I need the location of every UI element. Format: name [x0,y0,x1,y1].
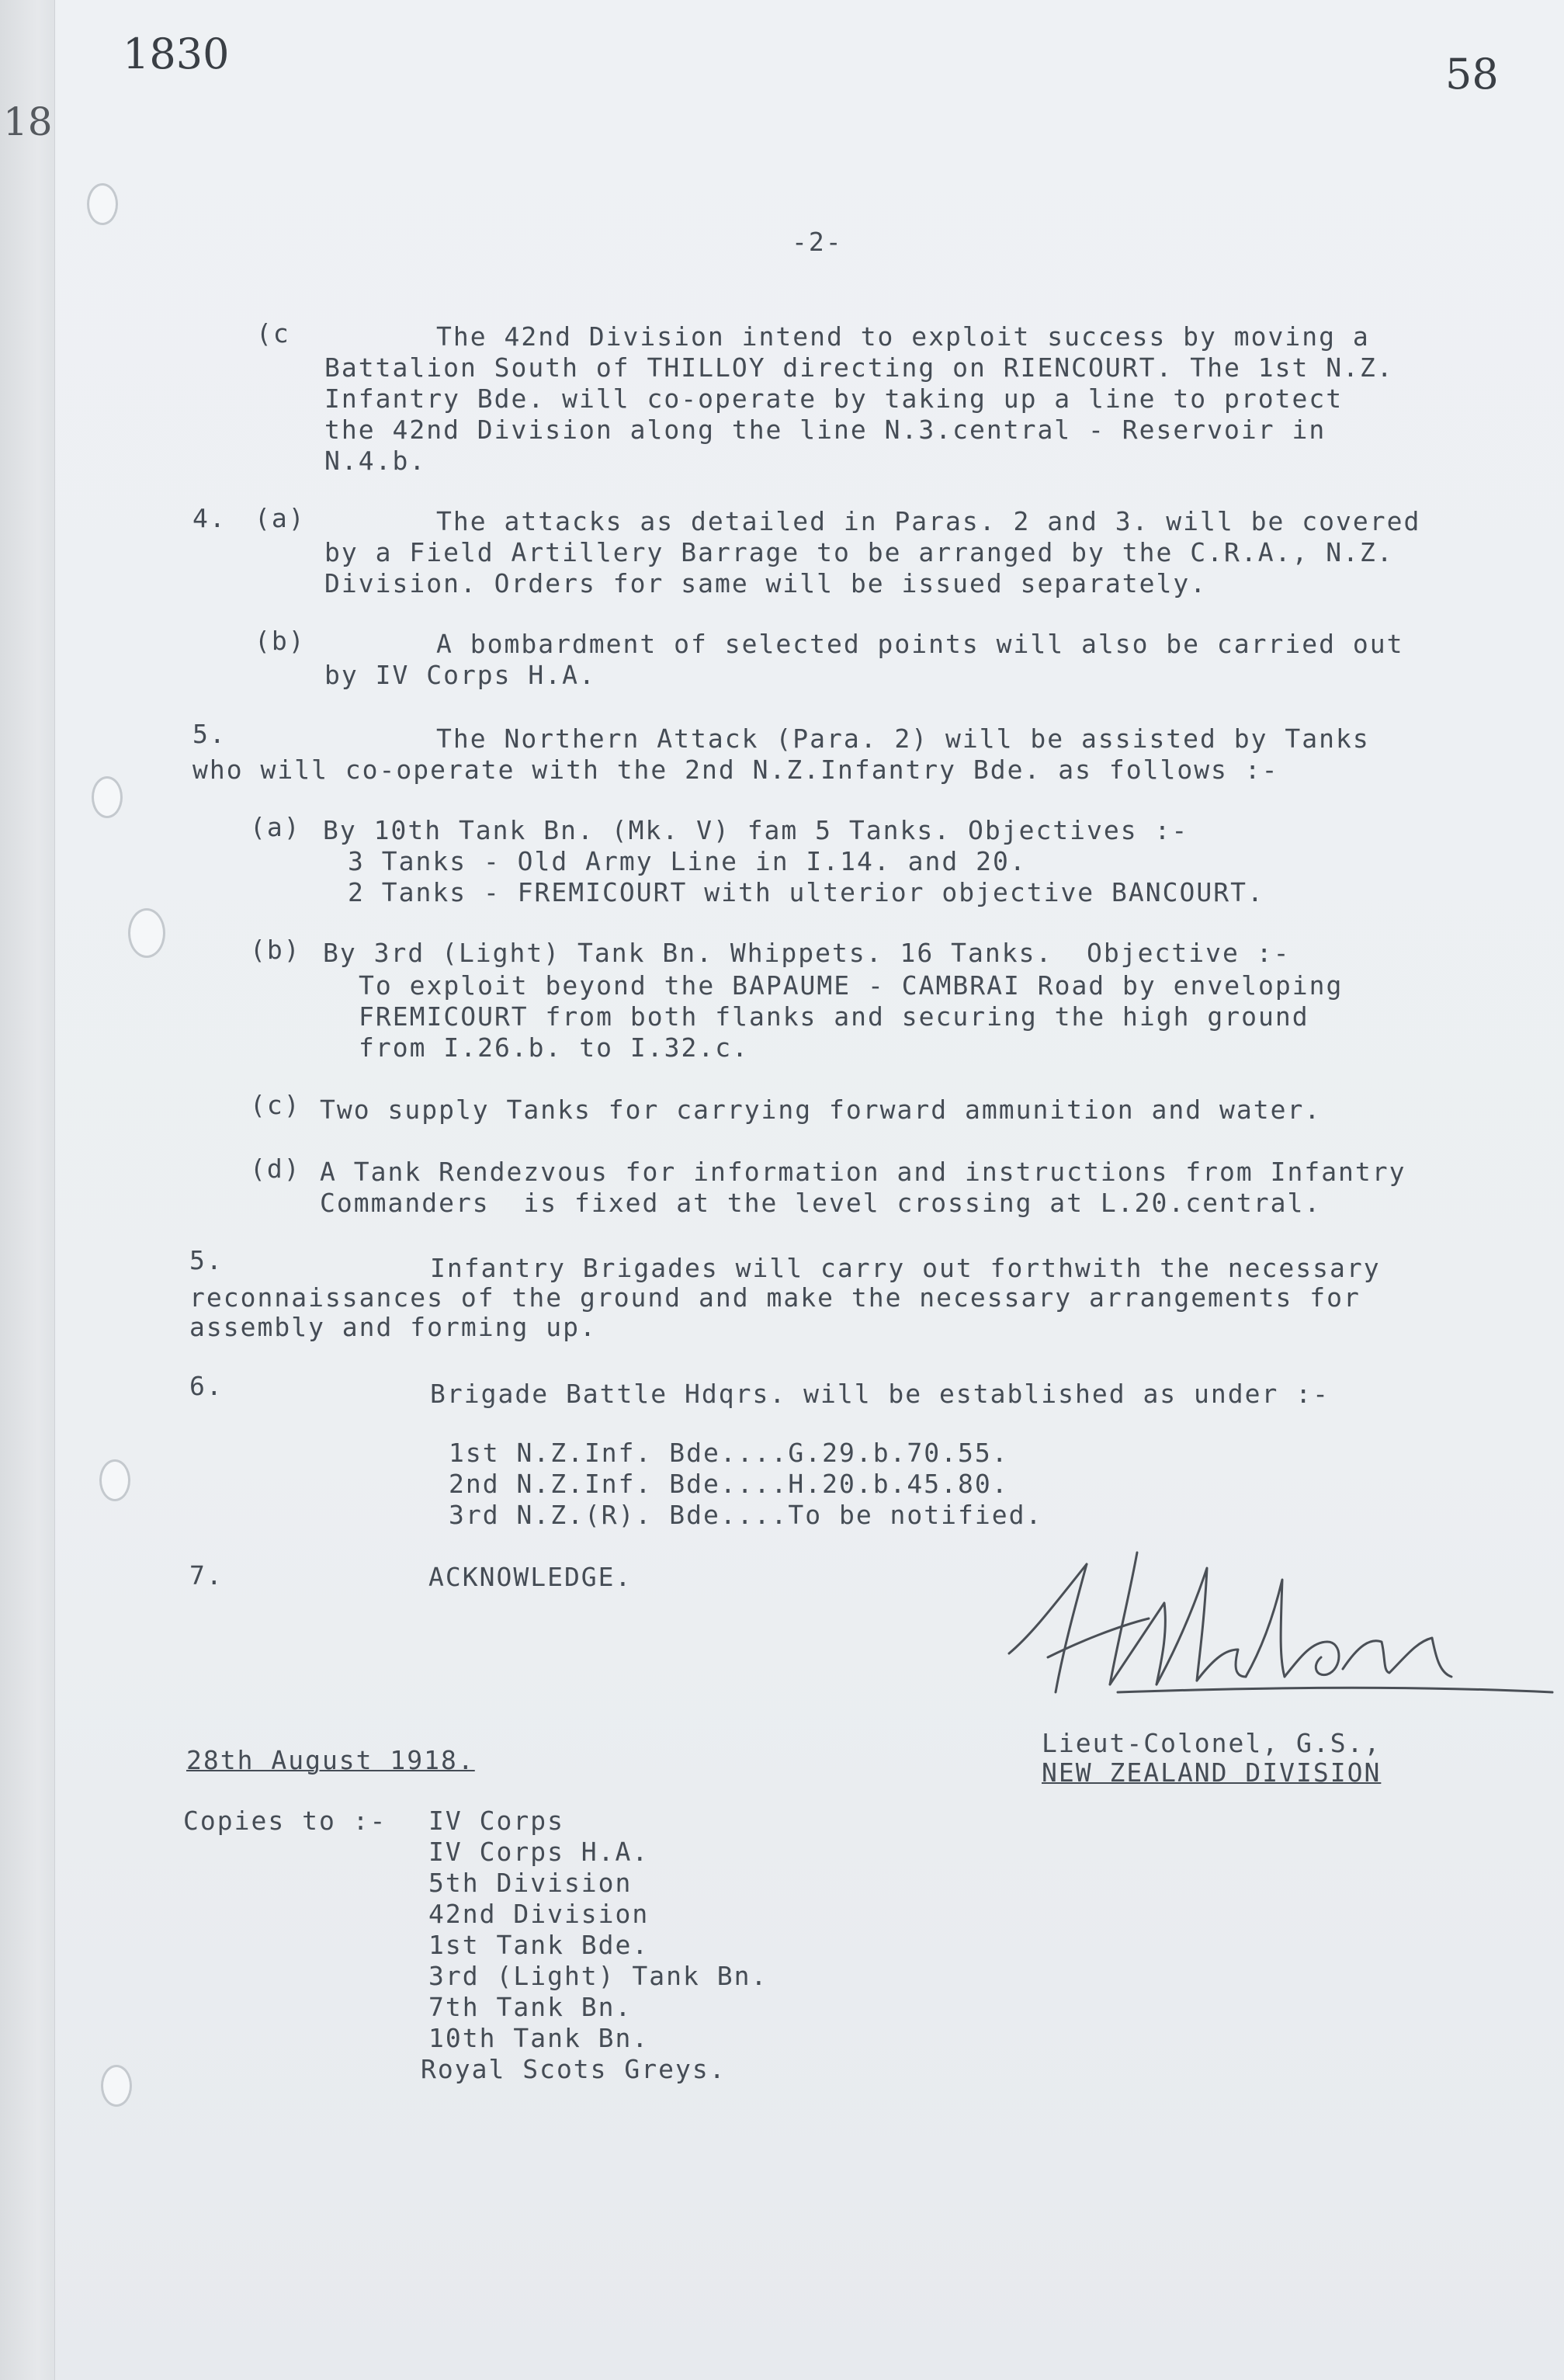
para-5c-label: (c) [250,1090,301,1120]
copy-recipient: 10th Tank Bn. [428,2023,650,2053]
punch-hole [128,908,165,958]
para-4a-line: The attacks as detailed in Paras. 2 and 3. will be covered [436,506,1421,536]
para-c-line: Battalion South of THILLOY directing on RIENCOURT. The 1st N.Z. [324,352,1394,383]
para-5b-line: To exploit beyond the BAPAUME - CAMBRAI Road by enveloping [359,970,1344,1001]
para-c-line: the 42nd Division along the line N.3.central - Reservoir in [324,415,1326,445]
copy-recipient: 42nd Division [428,1899,650,1929]
para-5-line: who will co-operate with the 2nd N.Z.Infantry Bde. as follows :- [192,755,1279,785]
para-5a-label: (a) [250,812,301,842]
hq-row: 2nd N.Z.Inf. Bde....H.20.b.45.80. [449,1469,1009,1499]
para-5c-line: Two supply Tanks for carrying forward ammunition and water. [320,1095,1322,1125]
folio-number-left: 1830 [123,29,230,78]
signatory-rank: Lieut-Colonel, G.S., [1042,1728,1382,1758]
hq-row: 3rd N.Z.(R). Bde....To be notified. [449,1500,1043,1530]
copy-recipient: 7th Tank Bn. [428,1992,633,2022]
acknowledge-text: ACKNOWLEDGE. [428,1562,633,1592]
para-4a-line: by a Field Artillery Barrage to be arranged by the C.R.A., N.Z. [324,537,1394,567]
para-4a-line: Division. Orders for same will be issued separately. [324,568,1208,598]
punch-hole [99,1459,130,1501]
folio-edge-number: 18 [3,99,53,144]
punch-hole [92,776,123,818]
para-5d-line: A Tank Rendezvous for information and instructions from Infantry [320,1157,1406,1187]
punch-hole [101,2065,132,2107]
copy-recipient: IV Corps [428,1806,564,1836]
page-number: -2- [792,227,843,257]
para-5-number: 5. [192,719,227,749]
punch-hole [87,183,118,225]
para-c-label: (c [256,318,290,349]
para-5a-line: By 10th Tank Bn. (Mk. V) fam 5 Tanks. Objectives :- [323,815,1189,845]
copy-recipient: Royal Scots Greys. [421,2054,727,2084]
para-7-number: 7. [189,1560,224,1591]
copy-recipient: 1st Tank Bde. [428,1930,650,1960]
para-6-number: 6. [189,1371,224,1401]
para-5b-line: By 3rd (Light) Tank Bn. Whippets. 16 Tanks. Objective :- [323,938,1291,968]
para-4b-line: A bombardment of selected points will also be carried out [436,629,1404,659]
para-5b-line: FREMICOURT from both flanks and securing the high ground [359,1001,1309,1032]
para-4a-label: (a) [255,503,306,533]
para-5b2-line: assembly and forming up. [189,1312,597,1342]
para-5d-label: (d) [250,1154,301,1184]
copies-label: Copies to :- [183,1806,387,1836]
para-5b2-line: Infantry Brigades will carry out forthwith the necessary [430,1253,1381,1283]
para-5b-label: (b) [250,935,301,965]
document-date: 28th August 1918. [186,1745,475,1775]
para-4-number: 4. [192,503,227,533]
underlying-sheet-edge [0,0,55,2380]
para-5a-line: 3 Tanks - Old Army Line in I.14. and 20. [348,846,1027,876]
para-5d-line: Commanders is fixed at the level crossing at L.20.central. [320,1188,1322,1218]
para-c-line: The 42nd Division intend to exploit success by moving a [436,321,1370,352]
para-4b-line: by IV Corps H.A. [324,660,596,690]
para-5-line: The Northern Attack (Para. 2) will be assisted by Tanks [436,723,1370,754]
para-5b-line: from I.26.b. to I.32.c. [359,1032,749,1063]
para-c-line: N.4.b. [324,446,427,476]
hq-row: 1st N.Z.Inf. Bde....G.29.b.70.55. [449,1438,1009,1468]
folio-number-right: 58 [1445,50,1499,99]
handwritten-signature [1001,1533,1560,1712]
copy-recipient: 3rd (Light) Tank Bn. [428,1961,768,1991]
para-c-line: Infantry Bde. will co-operate by taking up a line to protect [324,383,1344,414]
para-4b-label: (b) [255,626,306,656]
para-5a-line: 2 Tanks - FREMICOURT with ulterior objective BANCOURT. [348,877,1264,907]
signatory-unit: NEW ZEALAND DIVISION [1042,1757,1382,1788]
para-5b-number: 5. [189,1245,224,1275]
copy-recipient: 5th Division [428,1868,633,1898]
copy-recipient: IV Corps H.A. [428,1837,650,1867]
para-6-intro: Brigade Battle Hdqrs. will be established as under :- [430,1379,1330,1409]
para-5b2-line: reconnaissances of the ground and make the necessary arrangements for [189,1282,1361,1313]
